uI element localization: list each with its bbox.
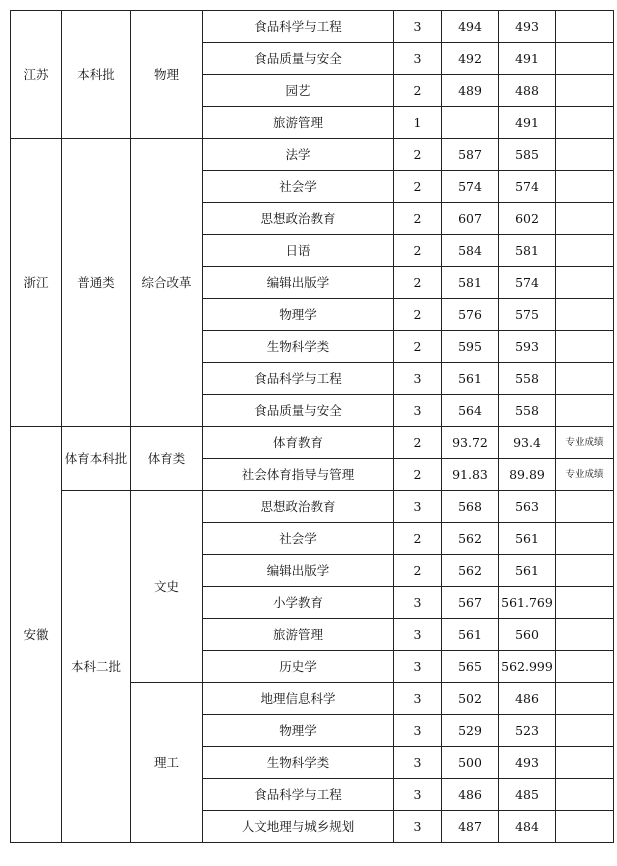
min-score-cell: 575	[499, 299, 556, 331]
min-score-cell: 93.4	[499, 427, 556, 459]
max-score-cell: 562	[442, 555, 499, 587]
max-score-cell: 567	[442, 587, 499, 619]
table-row	[11, 427, 614, 459]
min-score-cell: 493	[499, 747, 556, 779]
max-score-cell: 489	[442, 75, 499, 107]
note-cell	[556, 395, 614, 427]
plan-count-cell: 3	[394, 747, 442, 779]
max-score-cell: 91.83	[442, 459, 499, 491]
major-cell: 小学教育	[203, 587, 394, 619]
major-cell: 思想政治教育	[203, 203, 394, 235]
table-row	[11, 11, 614, 43]
subject-category-cell: 理工	[131, 683, 203, 843]
note-cell	[556, 491, 614, 523]
note-cell	[556, 11, 614, 43]
major-cell: 食品质量与安全	[203, 395, 394, 427]
max-score-cell: 492	[442, 43, 499, 75]
major-cell: 编辑出版学	[203, 555, 394, 587]
min-score-cell: 523	[499, 715, 556, 747]
note-cell	[556, 75, 614, 107]
min-score-cell: 585	[499, 139, 556, 171]
major-cell: 编辑出版学	[203, 267, 394, 299]
major-cell: 生物科学类	[203, 747, 394, 779]
note-cell	[556, 651, 614, 683]
plan-count-cell: 2	[394, 459, 442, 491]
province-cell: 浙江	[11, 139, 62, 427]
max-score-cell: 574	[442, 171, 499, 203]
note-cell	[556, 171, 614, 203]
min-score-cell: 574	[499, 171, 556, 203]
note-cell	[556, 683, 614, 715]
max-score-cell: 581	[442, 267, 499, 299]
max-score-cell: 561	[442, 363, 499, 395]
note-cell	[556, 523, 614, 555]
max-score-cell: 587	[442, 139, 499, 171]
min-score-cell: 558	[499, 395, 556, 427]
min-score-cell: 485	[499, 779, 556, 811]
province-cell: 江苏	[11, 11, 62, 139]
note-cell: 专业成绩	[556, 427, 614, 459]
max-score-cell: 93.72	[442, 427, 499, 459]
plan-count-cell: 2	[394, 427, 442, 459]
batch-cell: 普通类	[62, 139, 131, 427]
max-score-cell: 568	[442, 491, 499, 523]
max-score-cell: 562	[442, 523, 499, 555]
max-score-cell: 486	[442, 779, 499, 811]
major-cell: 旅游管理	[203, 107, 394, 139]
plan-count-cell: 3	[394, 683, 442, 715]
max-score-cell: 607	[442, 203, 499, 235]
major-cell: 社会学	[203, 171, 394, 203]
note-cell	[556, 107, 614, 139]
subject-category-cell: 物理	[131, 11, 203, 139]
plan-count-cell: 2	[394, 523, 442, 555]
major-cell: 生物科学类	[203, 331, 394, 363]
admission-scores-table	[10, 10, 614, 843]
min-score-cell: 561	[499, 523, 556, 555]
min-score-cell: 563	[499, 491, 556, 523]
note-cell	[556, 715, 614, 747]
note-cell	[556, 203, 614, 235]
major-cell: 地理信息科学	[203, 683, 394, 715]
plan-count-cell: 3	[394, 395, 442, 427]
batch-cell: 本科批	[62, 11, 131, 139]
min-score-cell: 561	[499, 555, 556, 587]
plan-count-cell: 3	[394, 11, 442, 43]
plan-count-cell: 2	[394, 171, 442, 203]
note-cell	[556, 43, 614, 75]
note-cell	[556, 555, 614, 587]
note-cell	[556, 363, 614, 395]
max-score-cell: 529	[442, 715, 499, 747]
max-score-cell: 564	[442, 395, 499, 427]
plan-count-cell: 2	[394, 139, 442, 171]
plan-count-cell: 2	[394, 75, 442, 107]
plan-count-cell: 3	[394, 651, 442, 683]
note-cell	[556, 299, 614, 331]
min-score-cell: 493	[499, 11, 556, 43]
subject-category-cell: 文史	[131, 491, 203, 683]
major-cell: 社会学	[203, 523, 394, 555]
min-score-cell: 486	[499, 683, 556, 715]
major-cell: 人文地理与城乡规划	[203, 811, 394, 843]
subject-category-cell: 综合改革	[131, 139, 203, 427]
max-score-cell: 502	[442, 683, 499, 715]
major-cell: 食品科学与工程	[203, 363, 394, 395]
major-cell: 法学	[203, 139, 394, 171]
min-score-cell: 488	[499, 75, 556, 107]
min-score-cell: 602	[499, 203, 556, 235]
max-score-cell: 584	[442, 235, 499, 267]
plan-count-cell: 2	[394, 555, 442, 587]
note-cell: 专业成绩	[556, 459, 614, 491]
plan-count-cell: 3	[394, 619, 442, 651]
max-score-cell: 561	[442, 619, 499, 651]
note-cell	[556, 587, 614, 619]
min-score-cell: 491	[499, 107, 556, 139]
min-score-cell: 561.769	[499, 587, 556, 619]
note-cell	[556, 331, 614, 363]
note-cell	[556, 747, 614, 779]
max-score-cell: 500	[442, 747, 499, 779]
min-score-cell: 593	[499, 331, 556, 363]
plan-count-cell: 3	[394, 43, 442, 75]
table-row	[11, 139, 614, 171]
table-body	[11, 11, 614, 843]
plan-count-cell: 3	[394, 587, 442, 619]
min-score-cell: 581	[499, 235, 556, 267]
major-cell: 体育教育	[203, 427, 394, 459]
plan-count-cell: 3	[394, 715, 442, 747]
plan-count-cell: 1	[394, 107, 442, 139]
note-cell	[556, 139, 614, 171]
plan-count-cell: 3	[394, 491, 442, 523]
table-row	[11, 491, 614, 523]
min-score-cell: 574	[499, 267, 556, 299]
max-score-cell: 494	[442, 11, 499, 43]
plan-count-cell: 3	[394, 811, 442, 843]
batch-cell: 本科二批	[62, 491, 131, 843]
major-cell: 旅游管理	[203, 619, 394, 651]
batch-cell: 体育本科批	[62, 427, 131, 491]
min-score-cell: 491	[499, 43, 556, 75]
major-cell: 食品质量与安全	[203, 43, 394, 75]
major-cell: 历史学	[203, 651, 394, 683]
note-cell	[556, 235, 614, 267]
province-cell: 安徽	[11, 427, 62, 843]
max-score-cell	[442, 107, 499, 139]
note-cell	[556, 267, 614, 299]
major-cell: 物理学	[203, 299, 394, 331]
note-cell	[556, 779, 614, 811]
plan-count-cell: 2	[394, 331, 442, 363]
min-score-cell: 558	[499, 363, 556, 395]
min-score-cell: 484	[499, 811, 556, 843]
major-cell: 物理学	[203, 715, 394, 747]
subject-category-cell: 体育类	[131, 427, 203, 491]
plan-count-cell: 3	[394, 779, 442, 811]
max-score-cell: 576	[442, 299, 499, 331]
plan-count-cell: 3	[394, 363, 442, 395]
note-cell	[556, 619, 614, 651]
plan-count-cell: 2	[394, 235, 442, 267]
major-cell: 社会体育指导与管理	[203, 459, 394, 491]
major-cell: 食品科学与工程	[203, 779, 394, 811]
major-cell: 食品科学与工程	[203, 11, 394, 43]
min-score-cell: 560	[499, 619, 556, 651]
plan-count-cell: 2	[394, 267, 442, 299]
note-cell	[556, 811, 614, 843]
min-score-cell: 89.89	[499, 459, 556, 491]
plan-count-cell: 2	[394, 299, 442, 331]
major-cell: 日语	[203, 235, 394, 267]
max-score-cell: 487	[442, 811, 499, 843]
min-score-cell: 562.999	[499, 651, 556, 683]
major-cell: 园艺	[203, 75, 394, 107]
max-score-cell: 565	[442, 651, 499, 683]
plan-count-cell: 2	[394, 203, 442, 235]
max-score-cell: 595	[442, 331, 499, 363]
major-cell: 思想政治教育	[203, 491, 394, 523]
